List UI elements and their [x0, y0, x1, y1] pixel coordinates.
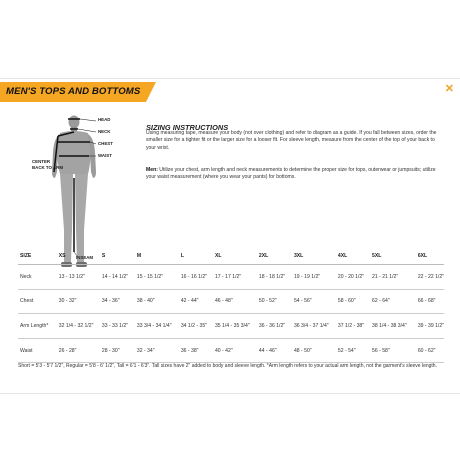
men-label: Men: [146, 167, 158, 173]
label-neck: NECK [98, 129, 111, 134]
col-header: XS [57, 248, 100, 265]
table-cell: 32 1/4 - 32 1/2" [57, 314, 100, 339]
table-cell: 18 - 18 1/2" [257, 265, 292, 290]
table-cell: 35 1/4 - 35 3/4" [213, 314, 257, 339]
table-cell: 13 - 13 1/2" [57, 265, 100, 290]
sizing-instructions-heading: SIZING INSTRUCTIONS [146, 123, 229, 132]
table-cell: 16 - 16 1/2" [179, 265, 213, 290]
size-chart-table [18, 248, 444, 363]
size-chart-modal [0, 78, 460, 394]
table-cell: 37 1/2 - 38" [336, 314, 370, 339]
col-header: XL [213, 248, 257, 265]
row-label: Waist [18, 338, 57, 363]
title-banner [0, 82, 156, 102]
table-cell: 30 - 32" [57, 289, 100, 314]
table-cell: 32 - 34" [135, 338, 179, 363]
col-header: L [179, 248, 213, 265]
col-header: 4XL [336, 248, 370, 265]
fit-footnote: Short = 5'3 - 5'7 1/2", Regular = 5'8 - 6' 1/2", Tall = 6'1 - 6'3". Tall sizes have 2" added to body and sleeve length. *Arm length refers to your actual arm length, not the garment's sleeve length. [18, 363, 437, 369]
table-cell: 58 - 60" [336, 289, 370, 314]
table-cell: 39 - 39 1/2" [416, 314, 444, 339]
table-cell: 36 - 36 1/2" [257, 314, 292, 339]
men-instructions [146, 167, 446, 182]
table-cell: 33 3/4 - 34 1/4" [135, 314, 179, 339]
table-cell: 62 - 64" [370, 289, 416, 314]
close-icon[interactable]: ✕ [444, 83, 454, 95]
table-cell: 38 - 40" [135, 289, 179, 314]
table-cell: 20 - 20 1/2" [336, 265, 370, 290]
label-center-back-to-arm: BACK TO ARM [32, 165, 63, 170]
sizing-intro-text: Using measuring tape, measure your body (not over clothing) and refer to diagram as a guide. If you fall between sizes, order the smaller size for a tighter fit or the larger size for a looser fit. For sleeve length, measure from the center of the top of your back to your wrist. [146, 130, 437, 151]
modal-title: MEN'S TOPS AND BOTTOMS [6, 86, 141, 97]
col-header: 6XL [416, 248, 444, 265]
col-header: 2XL [257, 248, 292, 265]
table-header-row [18, 248, 444, 265]
table-cell: 54 - 56" [292, 289, 336, 314]
row-label: Chest [18, 289, 57, 314]
table-cell: 46 - 48" [213, 289, 257, 314]
table-cell: 14 - 14 1/2" [100, 265, 135, 290]
label-waist: WAIST [98, 153, 112, 158]
table-cell: 42 - 44" [179, 289, 213, 314]
table-cell: 40 - 42" [213, 338, 257, 363]
table-row [18, 289, 444, 314]
table-row [18, 265, 444, 290]
table-cell: 33 - 33 1/2" [100, 314, 135, 339]
table-cell: 36 - 38" [179, 338, 213, 363]
col-header: 5XL [370, 248, 416, 265]
label-inseam: INSEAM [76, 255, 94, 260]
col-header: M [135, 248, 179, 265]
table-cell: 19 - 19 1/2" [292, 265, 336, 290]
row-label: Arm Length* [18, 314, 57, 339]
table-row [18, 338, 444, 363]
table-cell: 36 3/4 - 37 1/4" [292, 314, 336, 339]
table-cell: 28 - 30" [100, 338, 135, 363]
table-cell: 22 - 22 1/2" [416, 265, 444, 290]
table-cell: 34 - 36" [100, 289, 135, 314]
table-cell: 17 - 17 1/2" [213, 265, 257, 290]
col-header: 3XL [292, 248, 336, 265]
table-cell: 60 - 62" [416, 338, 444, 363]
table-cell: 52 - 54" [336, 338, 370, 363]
table-cell: 26 - 28" [57, 338, 100, 363]
table-cell: 50 - 52" [257, 289, 292, 314]
table-cell: 38 1/4 - 38 3/4" [370, 314, 416, 339]
label-head: HEAD [98, 117, 111, 122]
table-cell: 34 1/2 - 35" [179, 314, 213, 339]
table-cell: 48 - 50" [292, 338, 336, 363]
label-chest: CHEST [98, 141, 113, 146]
table-cell: 21 - 21 1/2" [370, 265, 416, 290]
table-cell: 66 - 68" [416, 289, 444, 314]
table-cell: 56 - 58" [370, 338, 416, 363]
col-header: S [100, 248, 135, 265]
table-row [18, 314, 444, 339]
table-cell: 15 - 15 1/2" [135, 265, 179, 290]
row-label: Neck [18, 265, 57, 290]
table-cell: 44 - 46" [257, 338, 292, 363]
col-header: SIZE [18, 248, 57, 265]
men-text: Utilize your chest, arm length and neck measurements to determine the proper size for tops, outerwear or jumpsuits; utilize your waist measurement (where you wear your pants) for bottoms. [146, 167, 436, 181]
label-center-back: CENTER [32, 159, 51, 164]
